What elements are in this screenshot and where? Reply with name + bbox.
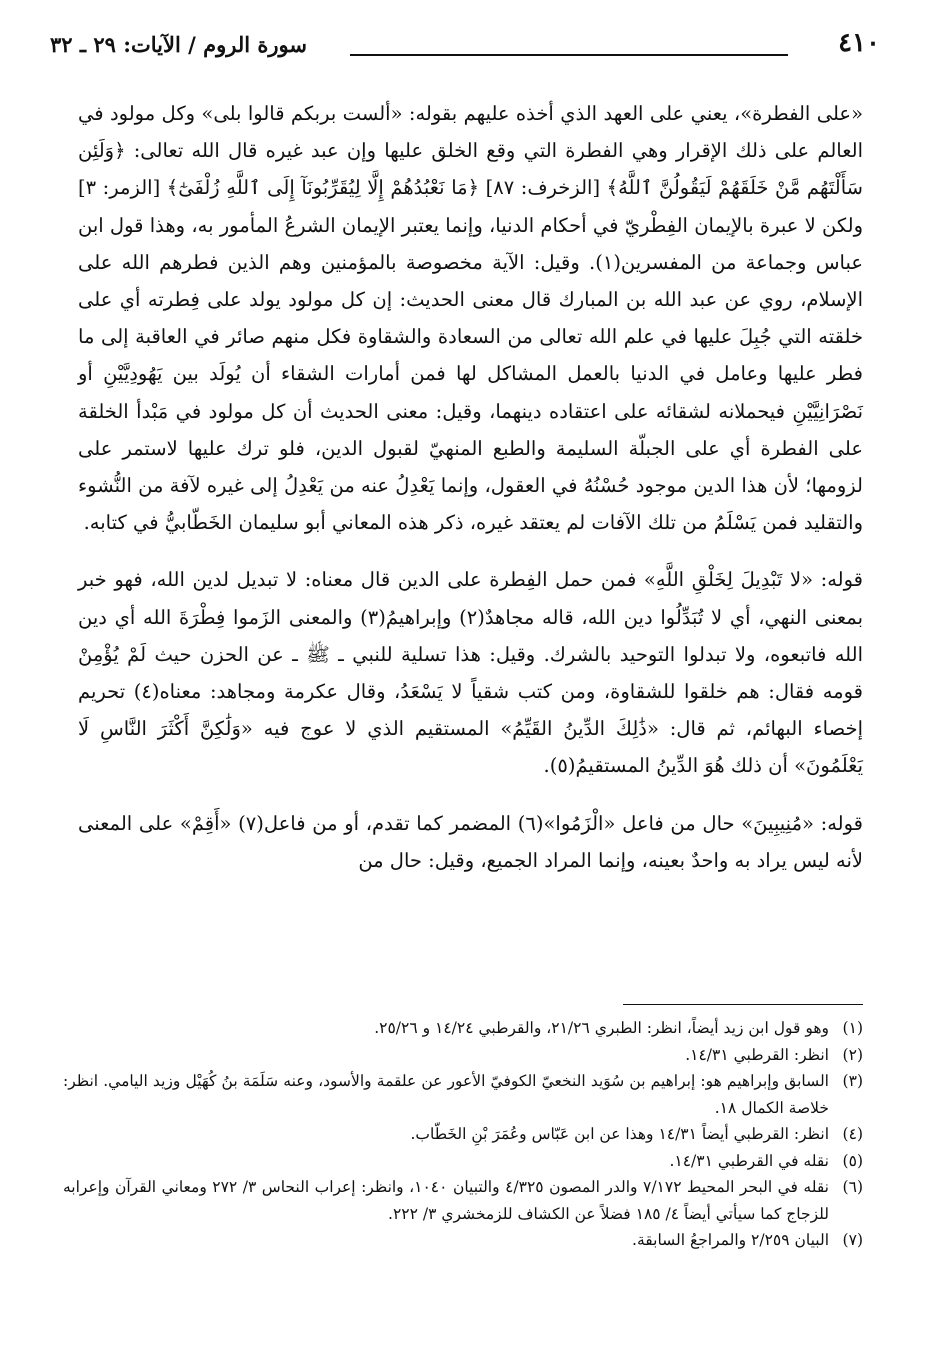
footnote — [63, 1068, 863, 1121]
footnote — [63, 1042, 863, 1069]
footnotes — [63, 1015, 863, 1254]
running-title: سورة الروم / الآيات: ٢٩ ـ ٣٢ — [50, 32, 307, 57]
footnote-number: (١) — [842, 1019, 863, 1037]
footnote-text: السابق وإبراهيم هو: إبراهيم بن سُوَيد النخعيّ الكوفيّ الأعور عن علقمة والأسود، وعنه سَلَمَة بنُ كُهَيْل وزيد اليامي. انظر: خلاصة الكمال ١٨. — [63, 1072, 829, 1117]
footnote — [63, 1121, 863, 1148]
footnote — [63, 1015, 863, 1042]
paragraph: «على الفطرة»، يعني على العهد الذي أخذه عليهم بقوله: «ألست بربكم قالوا بلى» وكل مولود في العالم على ذلك الإقرار وهي الفطرة التي وقع الخلق عليها وإن عبد غيره قال الله تعالى: ﴿وَلَئِن سَأَلْتَهُم مَّنْ خَلَقَهُمْ لَيَقُولُنَّ ٱللَّهُ﴾ [الزخرف: ٨٧] ﴿مَا نَعْبُدُهُمْ إِلَّا لِيُقَرِّبُونَآ إِلَى ٱللَّهِ زُلْفَىٰٓ﴾ [الزمر: ٣] ولكن لا عبرة بالإيمان الفِطْريّ في أحكام الدنيا، وإنما يعتبر الإيمان الشرعُ المأمور به، وهذا قول ابن عباس وجماعة من المفسرين(١). وقيل: الآية مخصوصة بالمؤمنين وهم الذين فطرهم الله على الإسلام، روي عن عبد الله بن المبارك قال معنى الحديث: إن كل مولود يولد على فِطرته أي على خلقته التي جُبِلَ عليها في علم الله تعالى من السعادة والشقاوة فكل منهم صائر في العاقبة إلى ما فطر عليها وعامل في الدنيا بالعمل المشاكل لها فمن أمارات الشقاء أن يُولَد بين يَهُودِيَّيْنِ أو نَصْرَانِيَّيْنِ فيحملانه لشقائه على اعتقاده دينهما، وقيل: معنى الحديث أن كل مولود في مَبْدأ الخلقة على الفطرة أي على الجبلّة السليمة والطبع المنهيّ لقبول الدين، فلو ترك عليها لاستمر على لزومها؛ لأن هذا الدين موجود حُسْنُهُ في العقول، وإنما يَعْدِلُ عنه من يَعْدِلُ إلى غيره لآفة من النُّشوء والتقليد فمن يَسْلَمُ من تلك الآفات لم يعتقد غيره، ذكر هذه المعاني أبو سليمان الخَطّابيُّ في كتابه. — [78, 102, 864, 535]
footnote-text: البيان ٢/٢٥٩ والمراجعُ السابقة. — [632, 1231, 829, 1249]
footnote-text: انظر: القرطبي ١٤/٣١. — [685, 1045, 829, 1064]
main-text — [78, 95, 863, 879]
paragraph: قوله: «لا تَبْدِيلَ لِخَلْقِ اللَّهِ» فمن حمل الفِطرة على الدين قال معناه: لا تبديل لدين الله، فهو خبر بمعنى النهي، أي لا تُبَدِّلُوا دين الله، قاله مجاهدٌ(٢) وإبراهيمُ(٣) والمعنى الزَموا فِطْرَةَ الله أي دين الله فاتبعوه، ولا تبدلوا التوحيد بالشرك. وقيل: هذا تسلية للنبي ـ ﷺ ـ عن الحزن حيث لَمْ يُؤْمِنْ قومه فقال: هم خلقوا للشقاوة، ومن كتب شقياً لا يَسْعَدُ، وقال عكرمة ومجاهد: معناه(٤) تحريم إخصاء البهائم، ثم قال: «ذَٰلِكَ الدِّينُ القَيِّمُ» المستقيم الذي لا عوج فيه «وَلَٰكِنَّ أَكْثَرَ النَّاسِ لَا يَعْلَمُونَ» أن ذلك هُوَ الدِّينُ المستقيمُ(٥). — [78, 568, 863, 778]
header-rule — [350, 54, 788, 56]
footnote-text: نقله في البحر المحيط ٧/١٧٢ والدر المصون ٤/٣٢٥ والتبيان ١٠٤٠، وانظر: إعراب النحاس ٣/ ٢٧٢ ومعاني القرآن وإعرابه للزجاج كما سيأتي أيضاً ٤/ ١٨٥ فضلاً عن الكشاف للزمخشري ٣/ ٢٢٢. — [63, 1178, 829, 1223]
footnote — [63, 1148, 863, 1175]
footnote-number: (٤) — [842, 1125, 863, 1143]
footnote-number: (٥) — [842, 1151, 863, 1170]
page-number: ٤١٠ — [838, 28, 880, 58]
footnote-text: وهو قول ابن زيد أيضاً، انظر: الطبري ٢١/٢٦، والقرطبي ١٤/٢٤ و ٢٥/٢٦. — [374, 1019, 829, 1037]
footnote-text: انظر: القرطبي أيضاً ١٤/٣١ وهذا عن ابن عَبّاس وعُمَرَ بْنِ الخَطّاب. — [410, 1125, 829, 1143]
paragraph: قوله: «مُنِيبِينَ» حال من فاعل «الْزَمُوا»(٦) المضمر كما تقدم، أو من فاعل(٧) «أَقِمْ» على المعنى لأنه ليس يراد به واحدٌ بعينه، وإنما المراد الجميع، وقيل: حال من — [78, 811, 863, 872]
footnote-separator — [623, 1004, 863, 1005]
footnote-number: (٧) — [842, 1231, 863, 1249]
footnote-number: (٢) — [842, 1045, 863, 1064]
footnote — [63, 1227, 863, 1254]
footnote-number: (٣) — [842, 1072, 863, 1090]
page-header — [50, 28, 880, 68]
footnote — [63, 1174, 863, 1227]
footnote-text: نقله في القرطبي ١٤/٣١. — [669, 1151, 829, 1170]
footnote-number: (٦) — [842, 1178, 863, 1196]
